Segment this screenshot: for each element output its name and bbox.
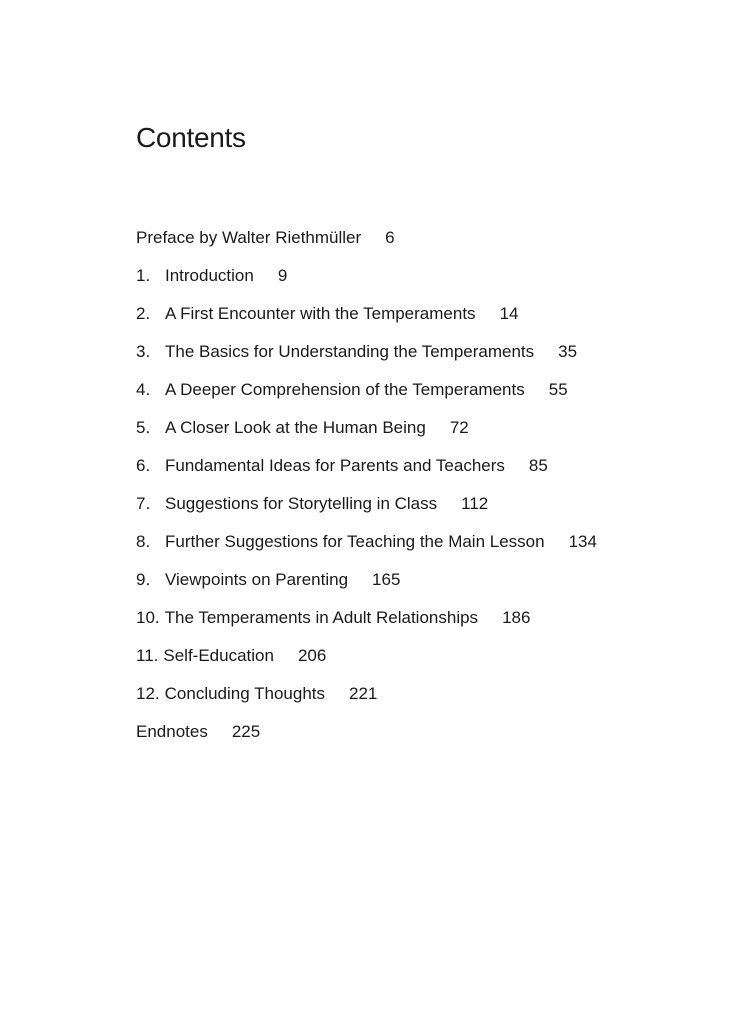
- toc-entry-page: 85: [528, 456, 548, 475]
- toc-entry-title: The Basics for Understanding the Temperaments: [165, 342, 535, 361]
- toc-entry-title: Suggestions for Storytelling in Class: [165, 494, 438, 513]
- toc-entry-title: Fundamental Ideas for Parents and Teachers: [165, 456, 505, 475]
- toc-entry-page: 206: [297, 646, 327, 665]
- toc-entry-number: 1.: [136, 266, 151, 285]
- toc-entry-chapter-9[interactable]: [136, 567, 597, 605]
- toc-entry-chapter-6[interactable]: [136, 453, 597, 491]
- toc-entry-title: The Temperaments in Adult Relationships: [164, 608, 479, 627]
- toc-entry-chapter-10[interactable]: [136, 605, 597, 643]
- toc-entry-chapter-1[interactable]: [136, 263, 597, 301]
- toc-entry-page: 186: [502, 608, 531, 627]
- toc-entry-title: Viewpoints on Parenting: [165, 570, 349, 589]
- toc-entry-page: 72: [449, 418, 469, 437]
- toc-entry-number: 9.: [136, 570, 151, 589]
- toc-entry-number: 8.: [136, 532, 151, 551]
- toc-entry-title: Preface by Walter Riethmüller: [136, 228, 362, 247]
- toc-entry-page: 225: [231, 722, 261, 741]
- toc-entry-number: 3.: [136, 342, 151, 361]
- toc-entry-preface[interactable]: [136, 225, 597, 263]
- toc-entry-title: Introduction: [165, 266, 254, 285]
- toc-entry-number: 2.: [136, 304, 151, 323]
- toc-entry-chapter-12[interactable]: [136, 681, 597, 719]
- toc-entry-page: 221: [349, 684, 378, 703]
- toc-entry-chapter-5[interactable]: [136, 415, 597, 453]
- toc-entry-number: 5.: [136, 418, 151, 437]
- toc-entry-chapter-11[interactable]: [136, 643, 597, 681]
- toc-entry-title: A Closer Look at the Human Being: [165, 418, 426, 437]
- toc-entry-page: 6: [385, 228, 395, 247]
- toc-entry-title: Self-Education: [163, 646, 274, 665]
- toc-entry-page: 134: [568, 532, 597, 551]
- toc-entry-chapter-7[interactable]: [136, 491, 597, 529]
- table-of-contents: [136, 225, 597, 757]
- toc-entry-chapter-2[interactable]: [136, 301, 597, 339]
- toc-entry-number: 10.: [136, 608, 160, 627]
- toc-entry-title: A First Encounter with the Temperaments: [165, 304, 476, 323]
- toc-entry-chapter-3[interactable]: [136, 339, 597, 377]
- toc-entry-number: 12.: [136, 684, 160, 703]
- toc-entry-chapter-8[interactable]: [136, 529, 597, 567]
- toc-entry-title: Endnotes: [136, 722, 208, 741]
- toc-entry-endnotes[interactable]: [136, 719, 597, 757]
- toc-entry-title: Concluding Thoughts: [164, 684, 325, 703]
- toc-entry-number: 7.: [136, 494, 151, 513]
- toc-entry-number: 11.: [136, 646, 159, 665]
- toc-entry-page: 14: [499, 304, 519, 323]
- toc-entry-number: 6.: [136, 456, 151, 475]
- toc-entry-number: 4.: [136, 380, 151, 399]
- toc-entry-page: 9: [277, 266, 288, 285]
- toc-entry-page: 35: [558, 342, 578, 361]
- page-title: Contents: [136, 122, 246, 153]
- toc-entry-title: Further Suggestions for Teaching the Main Lesson: [165, 532, 545, 551]
- toc-entry-page: 55: [548, 380, 568, 399]
- toc-entry-title: A Deeper Comprehension of the Temperaments: [165, 380, 525, 399]
- toc-entry-chapter-4[interactable]: [136, 377, 597, 415]
- toc-entry-page: 165: [372, 570, 401, 589]
- toc-entry-page: 112: [461, 494, 489, 513]
